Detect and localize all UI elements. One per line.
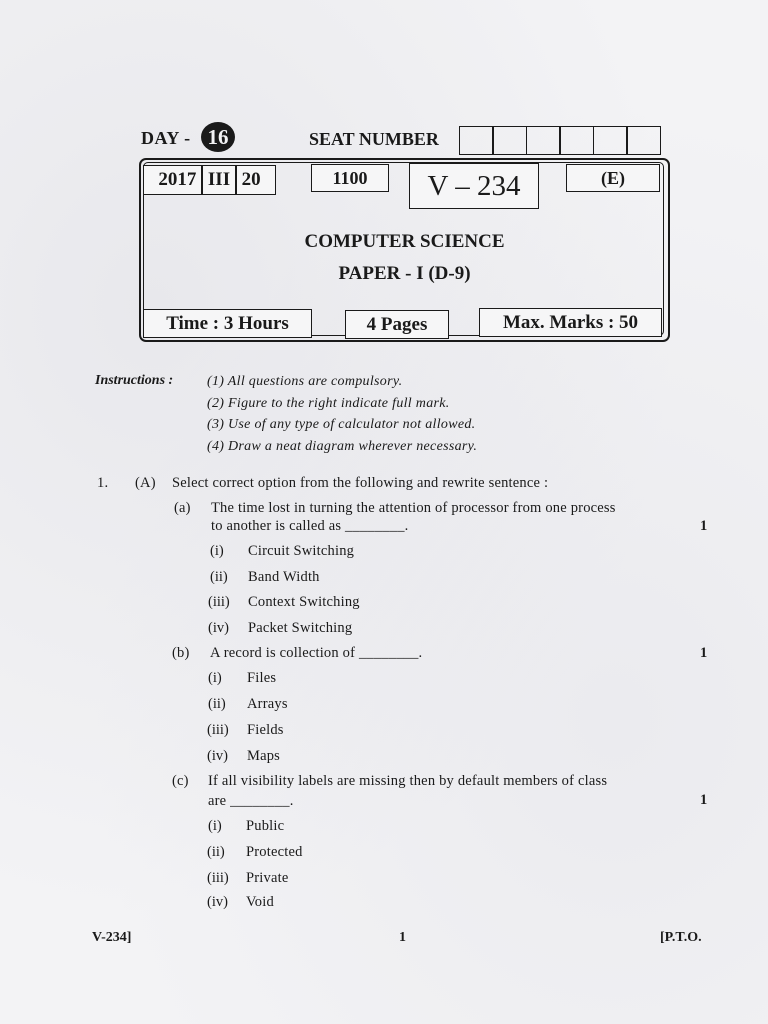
option-number: (i) (208, 818, 222, 834)
option-text: Context Switching (248, 594, 360, 610)
option-text: Protected (246, 844, 303, 860)
subject-title: COMPUTER SCIENCE (304, 231, 505, 252)
option-number: (iv) (207, 748, 228, 764)
subquestion-text: A record is collection of ________. (210, 645, 423, 661)
option-number: (ii) (207, 844, 225, 860)
option-text: Circuit Switching (248, 543, 355, 559)
marks-value: 1 (700, 645, 708, 661)
option-text: Public (246, 818, 285, 834)
question-number: 1. (97, 475, 109, 491)
seat-box[interactable] (492, 126, 527, 155)
exam-year: 2017 (158, 169, 197, 190)
marks-value: 1 (700, 792, 708, 808)
footer-paper-code: V-234] (92, 930, 132, 945)
medium-code: (E) (566, 164, 660, 192)
option-text: Band Width (248, 569, 320, 585)
seat-number-label: SEAT NUMBER (309, 129, 439, 149)
page-count: 4 Pages (345, 310, 449, 339)
instruction-item: (1) All questions are compulsory. (207, 374, 403, 389)
day-label: DAY - (141, 128, 191, 148)
exam-date: 20 (241, 169, 261, 190)
option-number: (i) (210, 543, 224, 559)
option-number: (i) (208, 670, 222, 686)
subquestion-label: (c) (172, 773, 189, 789)
subquestion-text: to another is called as ________. (211, 518, 409, 534)
seat-box[interactable] (559, 126, 594, 155)
subquestion-text: are ________. (208, 793, 294, 809)
instruction-item: (4) Draw a neat diagram wherever necessary. (207, 439, 478, 454)
day-number-badge: 16 (201, 122, 235, 152)
option-text: Void (246, 894, 274, 910)
option-text: Arrays (247, 696, 288, 712)
instruction-item: (3) Use of any type of calculator not allowed. (207, 417, 476, 432)
time-allowed: Time : 3 Hours (143, 309, 312, 338)
option-number: (ii) (210, 569, 228, 585)
time-code: 1100 (311, 164, 389, 192)
subquestion-text: If all visibility labels are missing then by default members of class (208, 773, 608, 789)
subquestion-label: (a) (174, 500, 191, 516)
seat-number-boxes[interactable] (460, 126, 661, 155)
footer-pto: [P.T.O. (660, 930, 702, 945)
seat-box[interactable] (593, 126, 628, 155)
paper-title: PAPER - I (D-9) (338, 263, 471, 284)
exam-date-code (143, 165, 276, 195)
paper-code: V – 234 (409, 163, 539, 209)
instruction-item: (2) Figure to the right indicate full mark. (207, 396, 450, 411)
option-number: (iv) (208, 620, 229, 636)
option-number: (ii) (208, 696, 226, 712)
option-number: (iii) (208, 594, 230, 610)
option-number: (iii) (207, 722, 229, 738)
exam-month: III (207, 169, 231, 190)
question-part: (A) (135, 475, 156, 491)
option-text: Files (247, 670, 277, 686)
question-prompt: Select correct option from the following and rewrite sentence : (172, 475, 549, 491)
marks-value: 1 (700, 518, 708, 534)
seat-box[interactable] (526, 126, 561, 155)
max-marks: Max. Marks : 50 (479, 308, 662, 337)
option-number: (iv) (207, 894, 228, 910)
option-number: (iii) (207, 870, 229, 886)
option-text: Private (246, 870, 289, 886)
seat-box[interactable] (459, 126, 494, 155)
option-text: Maps (247, 748, 281, 764)
subquestion-text: The time lost in turning the attention of processor from one process (211, 500, 616, 516)
footer-page-number: 1 (399, 930, 406, 945)
option-text: Packet Switching (248, 620, 353, 636)
subquestion-label: (b) (172, 645, 190, 661)
instructions-label: Instructions : (95, 373, 174, 388)
seat-box[interactable] (626, 126, 661, 155)
option-text: Fields (247, 722, 284, 738)
